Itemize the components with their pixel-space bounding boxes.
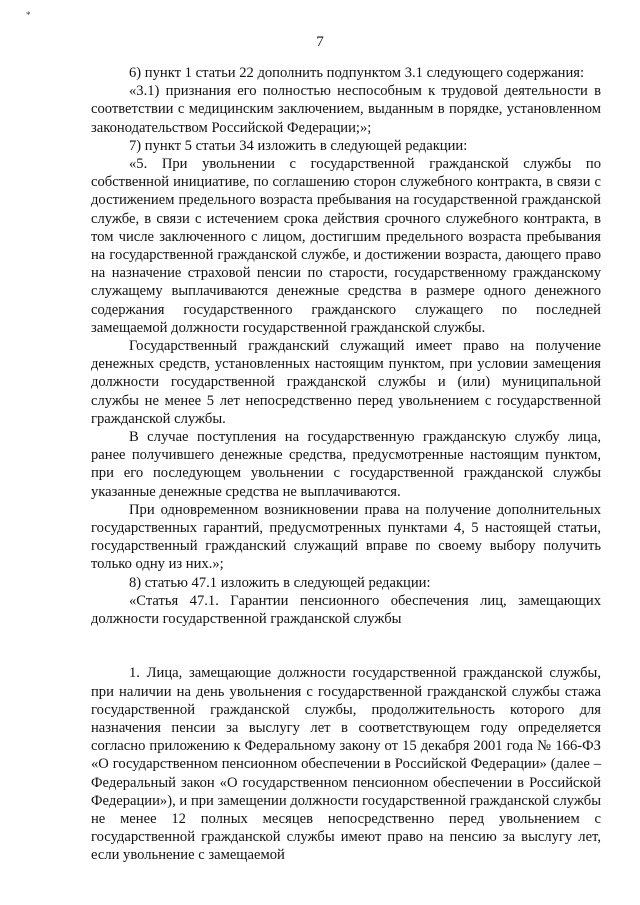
section-gap	[91, 628, 601, 664]
paragraph-subitem-3-1: «3.1) признания его полностью неспособным к трудовой деятельности в соответствии с медицинским заключением, выданным в порядке, установленном законодательством Российской Федерации;»;	[91, 83, 601, 136]
paragraph-simultaneous-rights: При одновременном возникновении права на получение дополнительных государственных гарантий, предусмотренных пунктами 4, 5 настоящей статьи, государственный гражданский служащий вправе по своему выбору получить только одну из них.»;	[91, 501, 601, 573]
paragraph-item-8: 8) статью 47.1 изложить в следующей редакции:	[129, 574, 431, 591]
paragraph-item-7: 7) пункт 5 статьи 34 изложить в следующей редакции:	[129, 137, 468, 154]
paragraph-reentry-case: В случае поступления на государственную гражданскую службу лица, ранее получившего денежные средства, предусмотренные настоящим пунктом, при его последующем увольнении с государственной гражданской службы указанные денежные средства не выплачиваются.	[91, 429, 601, 500]
page-number: 7	[316, 34, 324, 50]
paragraph-point-5: «5. При увольнении с государственной гражданской службы по собственной инициативе, по соглашению сторон служебного контракта, в связи с достижением предельного возраста пребывания на государственной гражданской службе, в связи с истечением срока действия срочного служебного контракта, в том числе заключенного с лицом, достигшим предельного возраста пребывания на государственной гражданской службе, и достижении возраста, дающего право на назначение страховой пенсии по старости, государственному гражданскому служащему выплачиваются денежные средства в размере одного денежного содержания государственного гражданского служащего по последней замещаемой должности государственной гражданской службы.	[91, 156, 601, 336]
paragraph-article-47-1-point-1: 1. Лица, замещающие должности государственной гражданской службы, при наличии на день увольнения с государственной гражданской службы стажа государственной гражданской службы, продолжительность которого для назначения пенсии за выслугу лет в соответствующем году определяется согласно приложению к Федеральному закону от 15 декабря 2001 года № 166-ФЗ «О государственном пенсионном обеспечении в Российской Федерации» (далее – Федеральный закон «О государственном пенсионном обеспечении в Российской Федерации»), и при замещении должности государственной гражданской службы не менее 12 полных месяцев непосредственно перед увольнением с государственной гражданской службы имеют право на пенсию за выслугу лет, если увольнение с замещаемой	[91, 665, 601, 864]
corner-mark: *	[26, 10, 31, 20]
document-body	[91, 64, 601, 865]
paragraph-right-to-funds: Государственный гражданский служащий имеет право на получение денежных средств, установленных настоящим пунктом, при условии замещения должности государственной гражданской службы и (или) муниципальной службы не менее 5 лет непосредственно перед увольнением с государственной гражданской службы.	[91, 338, 601, 427]
article-47-1-heading: «Статья 47.1. Гарантии пенсионного обеспечения лиц, замещающих должности государственной гражданской службы	[91, 592, 601, 628]
paragraph-item-6: 6) пункт 1 статьи 22 дополнить подпунктом 3.1 следующего содержания:	[129, 65, 585, 81]
